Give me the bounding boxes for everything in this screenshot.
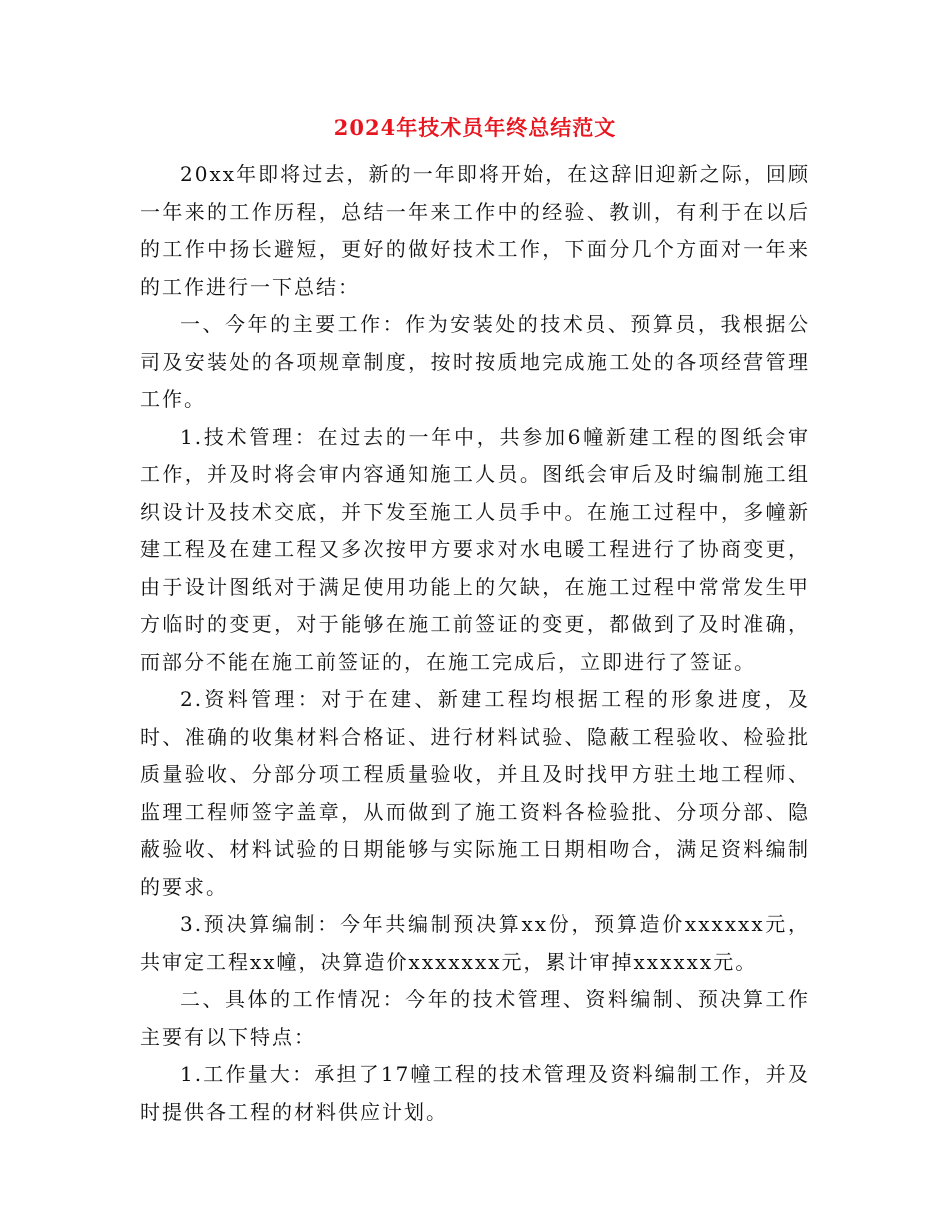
paragraph-intro: 20xx年即将过去，新的一年即将开始，在这辞旧迎新之际，回顾一年来的工作历程，总结一年来工作中的经验、教训，有利于在以后的工作中扬长避短，更好的做好技术工作，下面分几个方面对一年来的工作进行一下总结：	[140, 162, 810, 299]
paragraph-technical-management: 1.技术管理：在过去的一年中，共参加6幢新建工程的图纸会审工作，并及时将会审内容通知施工人员。图纸会审后及时编制施工组织设计及技术交底，并下发至施工人员手中。在施工过程中，多幢新建工程及在建工程又多次按甲方要求对水电暖工程进行了协商变更，由于设计图纸对于满足使用功能上的欠缺，在施工过程中常常发生甲方临时的变更，对于能够在施工前签证的变更，都做到了及时准确，而部分不能在施工前签证的，在施工完成后，立即进行了签证。	[140, 424, 810, 674]
document-body	[140, 156, 810, 1131]
paragraph-section-2: 二、具体的工作情况：今年的技术管理、资料编制、预决算工作主要有以下特点：	[140, 987, 810, 1049]
paragraph-document-management: 2.资料管理：对于在建、新建工程均根据工程的形象进度，及时、准确的收集材料合格证、进行材料试验、隐蔽工程验收、检验批质量验收、分部分项工程质量验收，并且及时找甲方驻土地工程师、监理工程师签字盖章，从而做到了施工资料各检验批、分项分部、隐蔽验收、材料试验的日期能够与实际施工日期相吻合，满足资料编制的要求。	[140, 687, 810, 899]
paragraph-workload: 1.工作量大：承担了17幢工程的技术管理及资料编制工作，并及时提供各工程的材料供应计划。	[140, 1062, 810, 1124]
paragraph-section-1: 一、今年的主要工作：作为安装处的技术员、预算员，我根据公司及安装处的各项规章制度，按时按质地完成施工处的各项经营管理工作。	[140, 312, 810, 411]
paragraph-budget: 3.预决算编制：今年共编制预决算xx份，预算造价xxxxxx元，共审定工程xx幢，决算造价xxxxxxx元，累计审掉xxxxxx元。	[140, 912, 810, 974]
document-title: 2024年技术员年终总结范文	[333, 115, 617, 140]
